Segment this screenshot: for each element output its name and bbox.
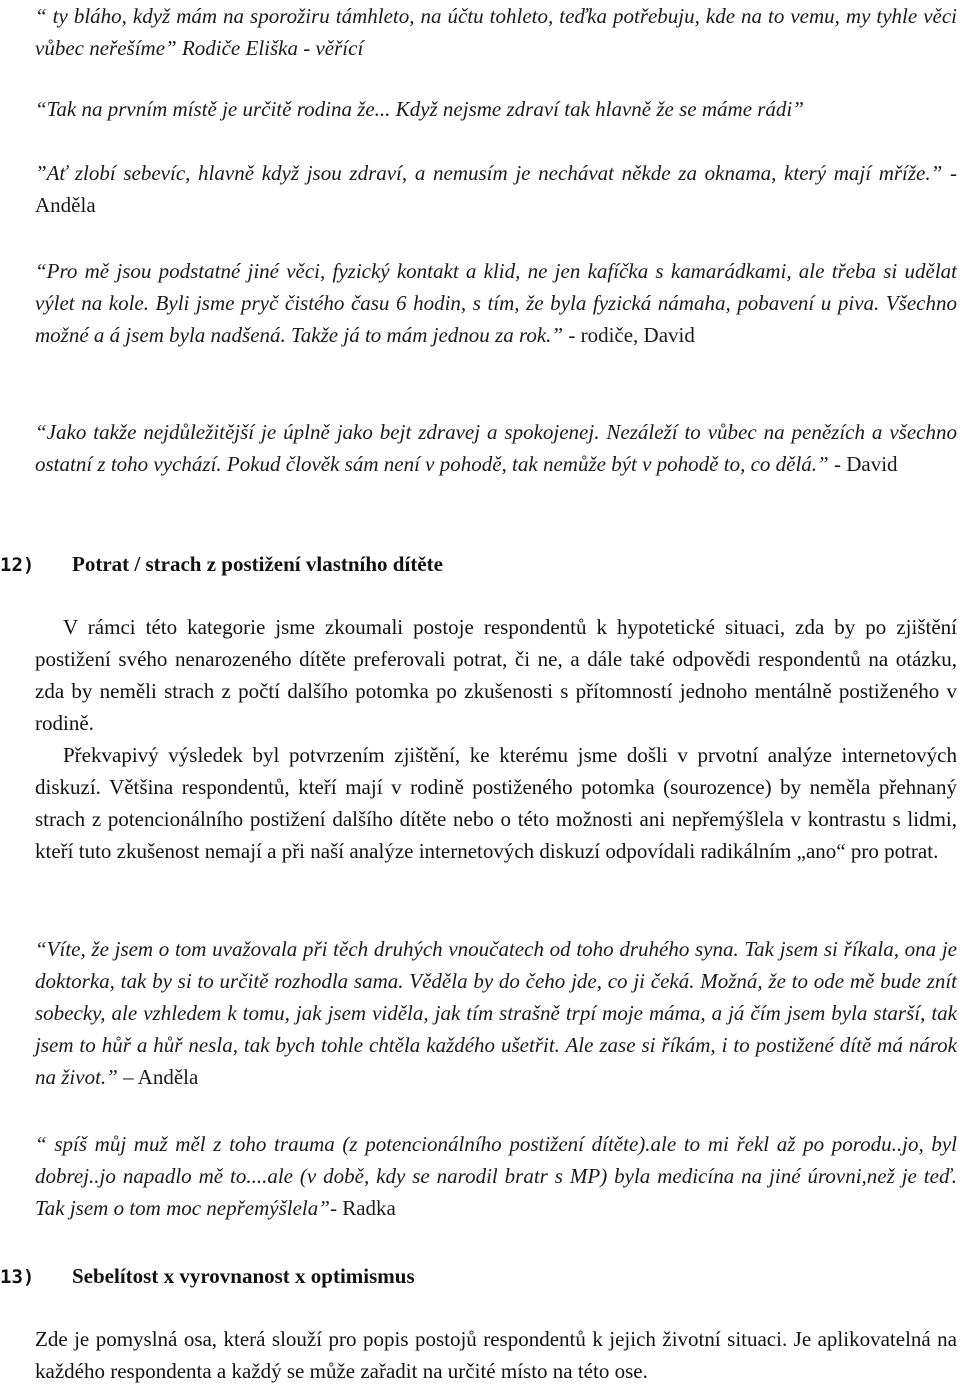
section-number: 13) — [0, 1266, 35, 1288]
quote-attribution: – Anděla — [117, 1065, 199, 1089]
quote-attribution: - Radka — [329, 1196, 396, 1220]
quote-andela-vnoucata — [35, 933, 957, 1093]
quote-text: “Tak na prvním místě je určitě rodina že... Když nejsme zdraví tak hlavně že se máme rádi” — [35, 97, 804, 121]
section-title: Potrat / strach z postižení vlastního dítěte — [72, 552, 443, 576]
quote-text: “Víte, že jsem o tom uvažovala při těch druhých vnoučatech od toho druhého syna. Tak jsem si říkala, ona je doktorka, tak by si to určitě rozhodla sama. Věděla by do čeho jde, co ji čeká. Možná, že to ode mě bude znít sobecky, ale vzhledem k tomu, jak jsem viděla, jak tím strašně trpí moje máma, a já čím jsem byla starší, tak jsem to hůř a hůř nesla, tak bych tohle chtěla každého ušetřit. Ale zase si říkám, i to postižené dítě má nárok na život.” — [35, 937, 957, 1089]
quote-radka — [35, 1128, 957, 1224]
section-12-heading — [0, 547, 443, 579]
quote-text: “ ty bláho, když mám na sporožiru támhleto, na účtu tohleto, teďka potřebuju, kde na to vemu, my tyhle věci vůbec neřešíme” Rodiče Eliška - věřící — [35, 4, 957, 60]
quote-andela-mrize — [35, 157, 957, 221]
quote-text: “ spíš můj muž měl z toho trauma (z potencionálního postižení dítěte).ale to mi řekl až po porodu..jo, byl dobrej..jo napadlo mě to....ale (v době, kdy se narodil bratr s MP) byla medicína na jiné úrovni,než je teď. Tak jsem o tom moc nepřemýšlela” — [35, 1132, 957, 1220]
quote-eliska — [35, 0, 957, 64]
section-number: 12) — [0, 554, 35, 576]
quote-david-zdravi — [35, 416, 957, 480]
quote-text: ”Ať zlobí sebevíc, hlavně když jsou zdraví, a nemusím je nechávat někde za oknama, který mají mříže.” — [35, 161, 943, 185]
section-13-heading — [0, 1259, 415, 1291]
quote-attribution: - David — [828, 452, 898, 476]
quote-attribution: - rodiče, David — [563, 323, 695, 347]
quote-text: “Jako takže nejdůležitější je úplně jako bejt zdravej a spokojenej. Nezáleží to vůbec na penězích a všechno ostatní z toho vychází. Pokud člověk sám není v pohodě, tak nemůže být v pohodě to, co dělá.” — [35, 420, 957, 476]
quote-text: “Pro mě jsou podstatné jiné věci, fyzický kontakt a klid, ne jen kafíčka s kamarádkami, ale třeba si udělat výlet na kole. Byli jsme pryč čistého času 6 hodin, s tím, že byla fyzická námaha, pobavení u piva. Všechno možné a á jsem byla nadšená. Takže já to mám jednou za rok.” — [35, 259, 957, 347]
section-13-paragraph-1: Zde je pomyslná osa, která slouží pro popis postojů respondentů k jejich životní situaci. Je aplikovatelná na každého respondenta a každý se může zařadit na určité místo na této ose. — [35, 1327, 957, 1383]
quote-rodina — [35, 93, 957, 125]
quote-attribution: - Anděla — [35, 161, 957, 217]
section-title: Sebelítost x vyrovnanost x optimismus — [72, 1264, 415, 1288]
section-12-paragraph-1: V rámci této kategorie jsme zkoumali postoje respondentů k hypotetické situaci, zda by po zjištění postižení svého nenarozeného dítěte preferovali potrat, či ne, a dále také odpovědi respondentů na otázku, zda by neměli strach z počtí dalšího potomka po zkušenosti s přítomností jednoho mentálně postiženého v rodině. — [35, 615, 957, 735]
quote-david-vylet — [35, 255, 957, 351]
section-12-paragraph-2: Překvapivý výsledek byl potvrzením zjištění, ke kterému jsme došli v prvotní analýze internetových diskuzí. Většina respondentů, kteří mají v rodině postiženého potomka (sourozence) by neměla přehnaný strach z potencionálního postižení dalšího dítěte nebo o této možnosti ani nepřemýšlela v kontrastu s lidmi, kteří tuto zkušenost nemají a při naší analýze internetových diskuzí odpovídali radikálním „ano“ pro potrat. — [35, 743, 957, 863]
